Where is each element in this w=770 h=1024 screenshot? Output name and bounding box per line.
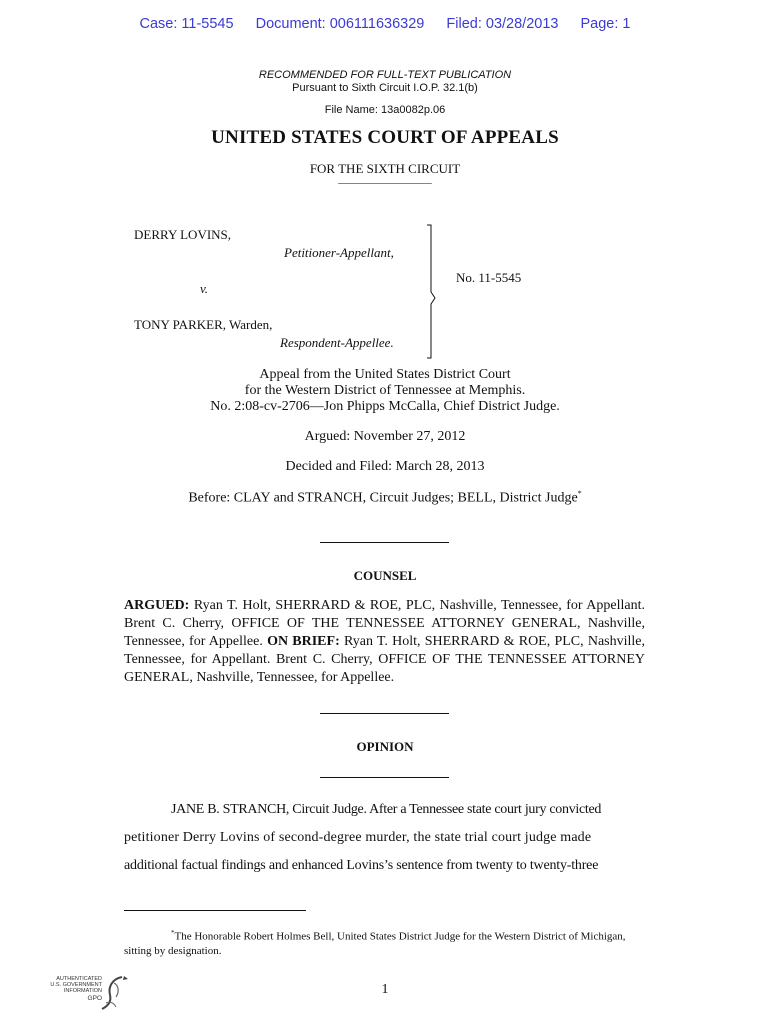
gpo-eagle-icon — [100, 973, 130, 1011]
publication-recommendation: RECOMMENDED FOR FULL-TEXT PUBLICATION — [258, 69, 512, 81]
filed-date: Filed: 03/28/2013 — [446, 16, 559, 32]
page-number: 1 — [381, 982, 389, 997]
seal-line-4: GPO — [87, 995, 102, 1002]
respondent-name: TONY PARKER, Warden, — [134, 317, 273, 332]
court-title: UNITED STATES COURT OF APPEALS — [211, 127, 559, 148]
argued-counsel-text: Ryan T. Holt, SHERRARD & ROE, PLC, Nashville, Tennessee, for Appellant. Brent C. Cherry, OFFICE OF THE TENNESSEE ATTORNEY GENERAL, Nashville, Tennessee, for Appellee. — [124, 598, 645, 649]
footnote — [124, 926, 645, 958]
file-name: File Name: 13a0082p.06 — [324, 104, 446, 116]
footnote-mark: * — [171, 929, 175, 937]
appeal-line-2: for the Western District of Tennessee at Memphis. — [244, 383, 526, 398]
panel-judges-text: Before: CLAY and STRANCH, Circuit Judges; BELL, District Judge — [188, 490, 578, 506]
counsel-paragraph — [124, 597, 645, 687]
brief-counsel-text: Ryan T. Holt, SHERRARD & ROE, PLC, Nashville, Tennessee, for Appellant. Brent C. Cherry, OFFICE OF THE TENNESSEE ATTORNEY GENERAL, Nashville, Tennessee, for Appellee. — [124, 634, 645, 685]
opinion-line-3: additional factual findings and enhanced Lovins’s sentence from twenty to twenty-three — [124, 858, 599, 873]
argued-date: Argued: November 27, 2012 — [304, 429, 466, 444]
opinion-heading: OPINION — [356, 739, 414, 754]
footnote-text: The Honorable Robert Holmes Bell, United States District Judge for the Western District of Michigan, sitting by designation. — [124, 930, 626, 957]
footnote-rule — [124, 910, 306, 911]
petitioner-role: Petitioner-Appellant, — [284, 245, 394, 260]
circuit-underline: _________________ — [338, 173, 432, 185]
appeal-line-1: Appeal from the United States District Court — [259, 367, 511, 382]
versus: v. — [200, 281, 209, 296]
section-divider — [320, 542, 449, 543]
publication-pursuant: Pursuant to Sixth Circuit I.O.P. 32.1(b) — [292, 82, 478, 94]
case-number: Case: 11-5545 — [139, 16, 234, 32]
document-number: Document: 006111636329 — [255, 16, 425, 32]
appeal-line-3: No. 2:08-cv-2706—Jon Phipps McCalla, Chief District Judge. — [210, 399, 560, 414]
argued-label: ARGUED: — [124, 598, 190, 613]
circuit-name: FOR THE SIXTH CIRCUIT — [309, 161, 461, 176]
decided-date: Decided and Filed: March 28, 2013 — [285, 459, 485, 474]
respondent-role: Respondent-Appellee. — [280, 335, 394, 350]
gpo-authentication-seal — [44, 973, 134, 1013]
seal-line-1: AUTHENTICATED — [56, 976, 102, 982]
seal-line-2: U.S. GOVERNMENT — [50, 982, 102, 988]
counsel-heading: COUNSEL — [353, 568, 417, 583]
caption-bracket — [422, 224, 442, 360]
seal-line-3: INFORMATION — [63, 988, 102, 994]
on-brief-label: ON BRIEF: — [267, 634, 340, 649]
opinion-line-2: petitioner Derry Lovins of second-degree murder, the state trial court judge made — [124, 830, 592, 845]
section-divider — [320, 713, 449, 714]
case-docket-number: No. 11-5545 — [456, 270, 522, 285]
opinion-line-1: JANE B. STRANCH, Circuit Judge. After a Tennessee state court jury convicted — [171, 802, 602, 817]
docket-header — [0, 16, 770, 32]
section-divider — [320, 777, 449, 778]
page-indicator: Page: 1 — [580, 16, 631, 32]
panel-judges — [0, 489, 770, 507]
petitioner-name: DERRY LOVINS, — [134, 227, 232, 242]
panel-footnote-mark: * — [577, 489, 582, 498]
